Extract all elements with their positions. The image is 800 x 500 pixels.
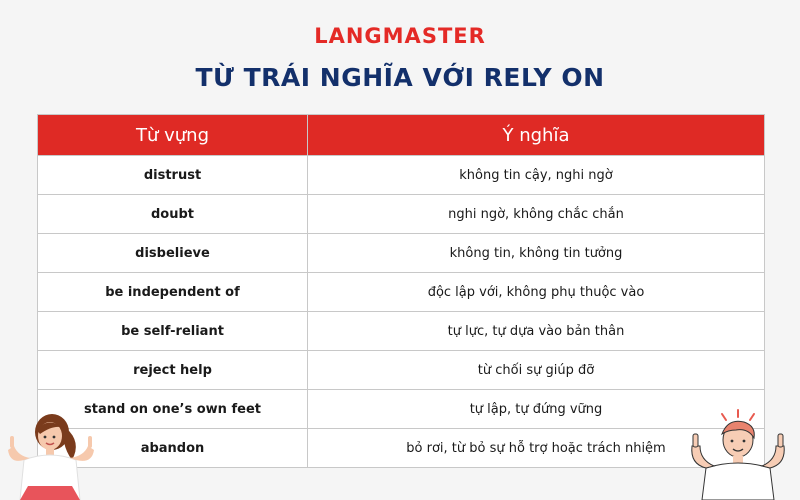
vocabulary-cell: doubt: [38, 195, 308, 234]
vocabulary-cell: be self-reliant: [38, 312, 308, 351]
vocabulary-cell: abandon: [38, 429, 308, 468]
page-title: TỪ TRÁI NGHĨA VỚI RELY ON: [195, 63, 605, 92]
header-meaning: Ý nghĩa: [308, 115, 765, 156]
meaning-cell: tự lực, tự dựa vào bản thân: [308, 312, 765, 351]
table-header-row: [38, 115, 765, 156]
vocabulary-cell: disbelieve: [38, 234, 308, 273]
header-vocabulary: Từ vựng: [38, 115, 308, 156]
meaning-cell: từ chối sự giúp đỡ: [308, 351, 765, 390]
meaning-cell: bỏ rơi, từ bỏ sự hỗ trợ hoặc trách nhiệm: [308, 429, 765, 468]
meaning-cell: không tin, không tin tưởng: [308, 234, 765, 273]
meaning-cell: độc lập với, không phụ thuộc vào: [308, 273, 765, 312]
table-row: [38, 429, 765, 468]
vocabulary-cell: stand on one’s own feet: [38, 390, 308, 429]
table-row: [38, 390, 765, 429]
brand-logo: LANGMASTER: [314, 24, 486, 48]
meaning-cell: nghi ngờ, không chắc chắn: [308, 195, 765, 234]
table-row: [38, 195, 765, 234]
girl-pointing-illustration: [0, 402, 120, 500]
boy-pointing-illustration: [678, 408, 800, 500]
table-row: [38, 312, 765, 351]
vocabulary-cell: distrust: [38, 156, 308, 195]
meaning-cell: tự lập, tự đứng vững: [308, 390, 765, 429]
table-row: [38, 156, 765, 195]
vocabulary-cell: be independent of: [38, 273, 308, 312]
meaning-cell: không tin cậy, nghi ngờ: [308, 156, 765, 195]
table-row: [38, 273, 765, 312]
vocabulary-cell: reject help: [38, 351, 308, 390]
table-row: [38, 234, 765, 273]
table-row: [38, 351, 765, 390]
antonym-table: [37, 114, 765, 468]
